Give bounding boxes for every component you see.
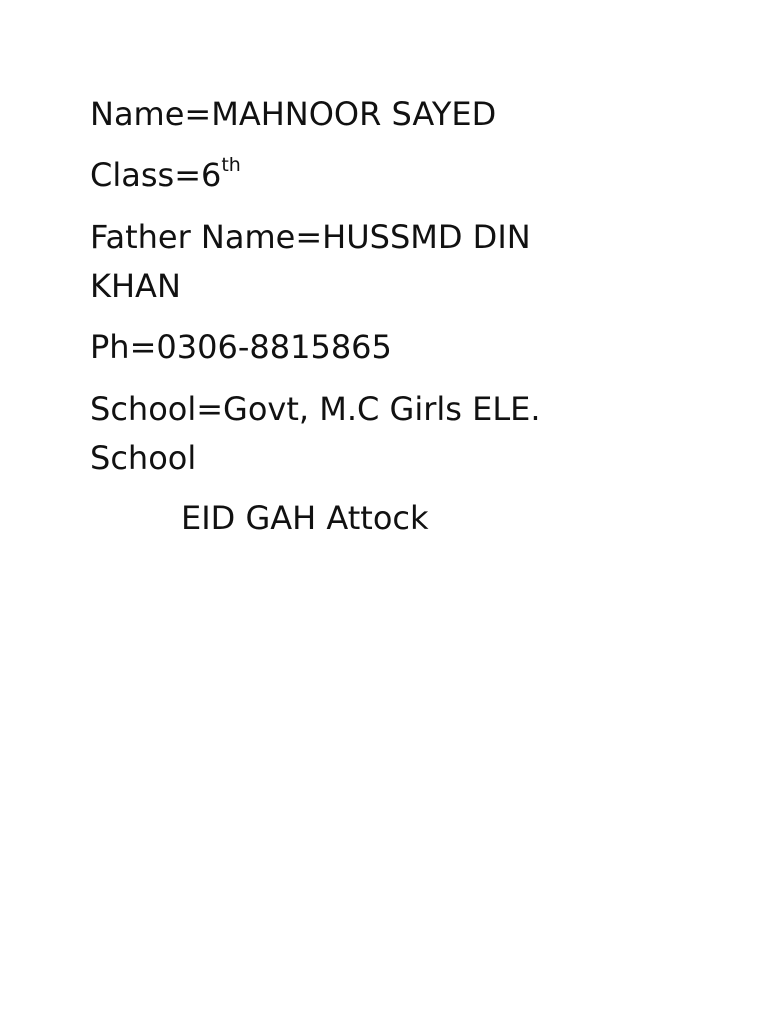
- father-name-continuation: KHAN: [90, 267, 181, 305]
- class-value: Class=6: [90, 156, 222, 194]
- school-location-line: EID GAH Attock: [181, 499, 429, 537]
- class-line: [90, 151, 650, 200]
- school-name-text: School=Govt, M.C Girls ELE.: [90, 390, 541, 428]
- phone-line: Ph=0306-8815865: [90, 328, 392, 366]
- student-name-line: Name=MAHNOOR SAYED: [90, 95, 497, 133]
- father-name-line: [90, 213, 650, 311]
- father-name-text: Father Name=HUSSMD DIN: [90, 218, 531, 256]
- class-ordinal-superscript: th: [221, 154, 241, 177]
- school-line: [90, 385, 650, 483]
- school-name-continuation: School: [90, 439, 197, 477]
